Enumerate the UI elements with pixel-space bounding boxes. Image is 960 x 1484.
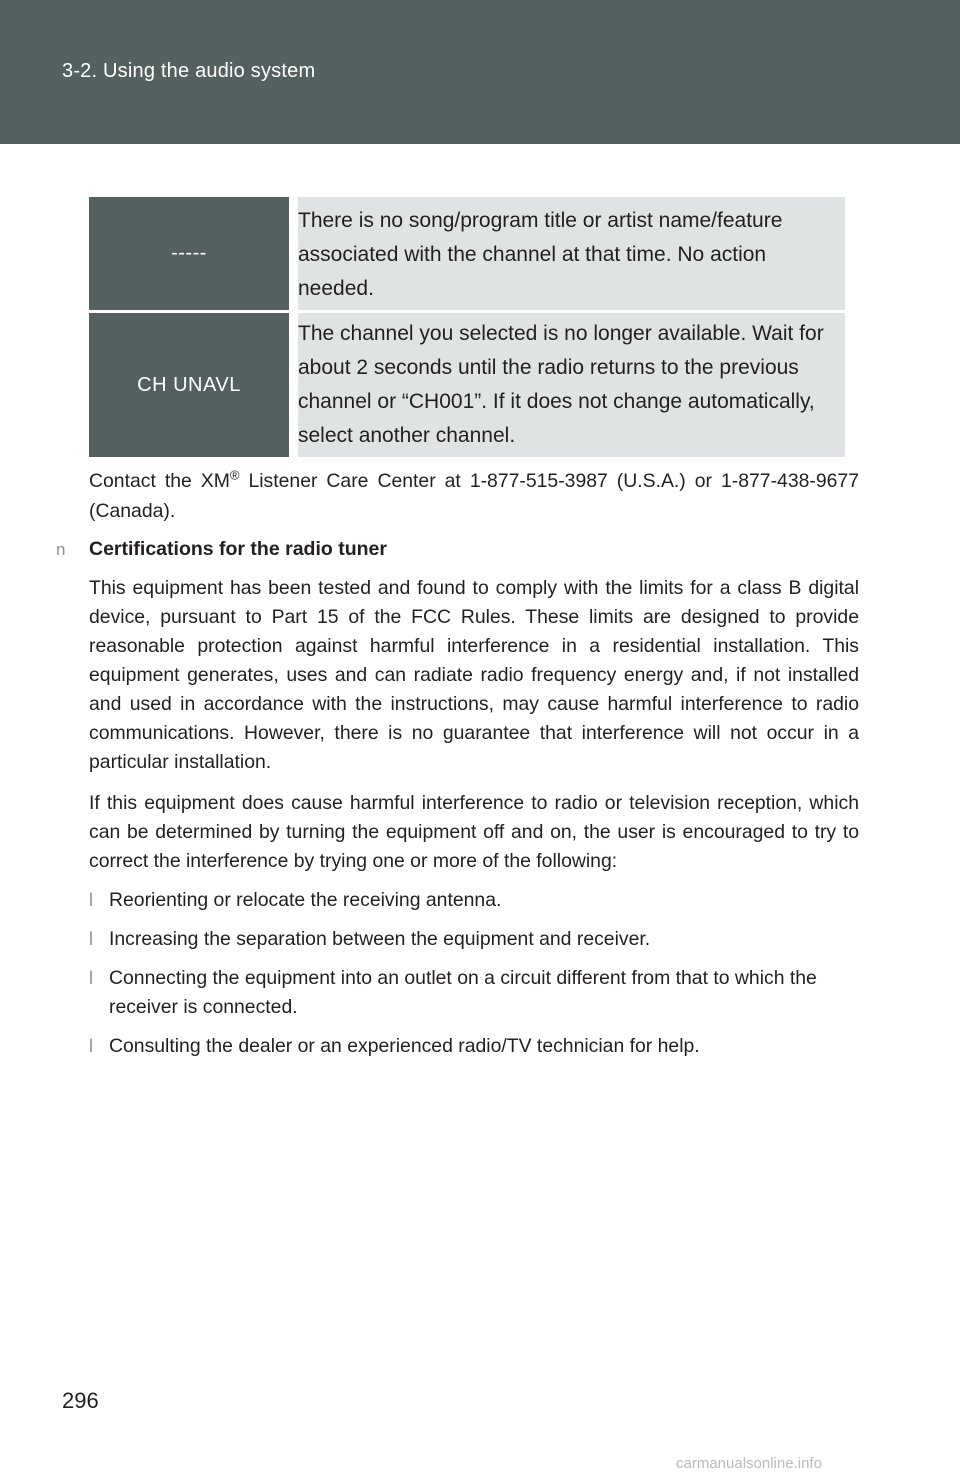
list-item-text: Reorienting or relocate the receiving antenna. xyxy=(109,889,502,911)
list-item-text: Connecting the equipment into an outlet on a circuit different from that to which the receiver is connected. xyxy=(109,967,817,1018)
contact-paragraph xyxy=(89,466,859,526)
list-item xyxy=(89,925,859,954)
message-table xyxy=(89,197,845,460)
registered-mark: ® xyxy=(229,467,240,483)
fcc-compliance-paragraph: This equipment has been tested and found to comply with the limits for a class B digital device, pursuant to Part 15 of the FCC Rules. These limits are designed to provide reasonable protection against harmful interference in a residential installation. This equipment generates, uses and can radiate radio frequency energy and, if not installed and used in accordance with the instructions, may cause harmful interference to radio communications. However, there is no guarantee that interference will not occur in a particular installation. xyxy=(89,577,859,773)
contact-text-start: Contact the XM xyxy=(89,470,230,492)
interference-paragraph: If this equipment does cause harmful interference to radio or television reception, which can be determined by turning the equipment off and on, the user is encouraged to try to correct the interference by trying one or more of the following: xyxy=(89,792,859,872)
remedy-list xyxy=(89,886,859,1071)
contact-text-end: Listener Care Center at 1-877-515-3987 (U.S.A.) or 1-877-438-9677 (Canada). xyxy=(89,470,859,522)
header-band xyxy=(0,0,960,144)
bullet-icon: l xyxy=(89,890,93,910)
bullet-icon: l xyxy=(89,1036,93,1056)
message-code: CH UNAVL xyxy=(89,312,294,459)
certifications-heading xyxy=(56,538,387,561)
table-row xyxy=(89,312,845,459)
section-marker-icon: n xyxy=(56,540,66,559)
page-number: 296 xyxy=(62,1388,99,1413)
watermark: carmanualsonline.info xyxy=(676,1455,822,1472)
message-description: The channel you selected is no longer available. Wait for about 2 seconds until the radio returns to the previous channel or “CH001”. If it does not change automatically, select another channel. xyxy=(294,312,846,459)
table-row xyxy=(89,197,845,312)
bullet-icon: l xyxy=(89,968,93,988)
list-item xyxy=(89,886,859,915)
list-item xyxy=(89,1032,859,1061)
list-item-text: Consulting the dealer or an experienced radio/TV technician for help. xyxy=(109,1035,700,1057)
list-item-text: Increasing the separation between the equipment and receiver. xyxy=(109,928,651,950)
message-description: There is no song/program title or artist name/feature associated with the channel at that time. No action needed. xyxy=(294,197,846,312)
certifications-heading-text: Certifications for the radio tuner xyxy=(89,538,387,560)
section-title: 3-2. Using the audio system xyxy=(62,60,316,82)
list-item xyxy=(89,964,859,1022)
message-code: ----- xyxy=(89,197,294,312)
bullet-icon: l xyxy=(89,929,93,949)
